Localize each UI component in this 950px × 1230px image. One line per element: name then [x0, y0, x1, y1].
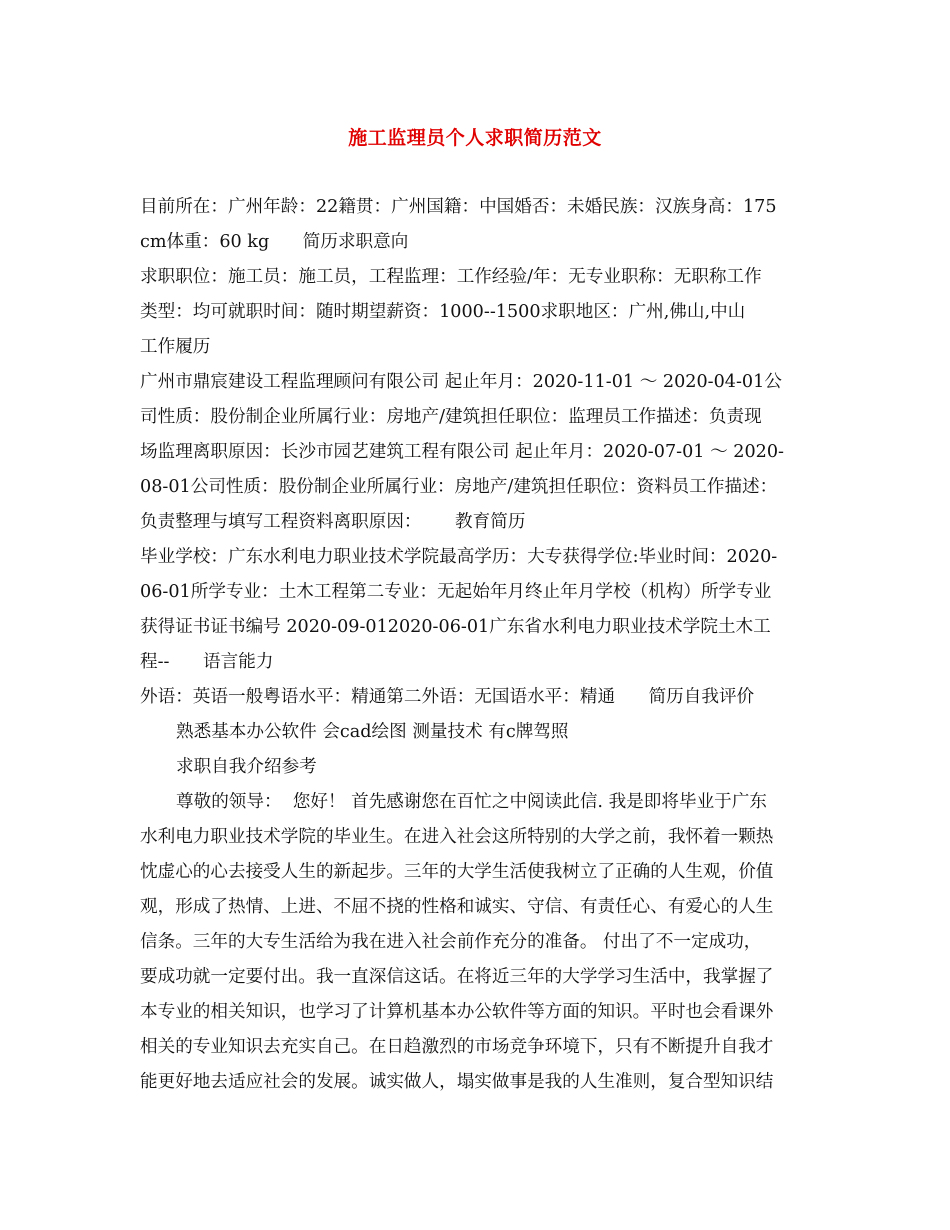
text-line-cover-letter: 要成功就一定要付出。我一直深信这话。在将近三年的大学学习生活中，我掌握了 [140, 967, 774, 987]
text-line-basic-info: 目前所在：广州年龄：22籍贯：广州国籍：中国婚否：未婚民族：汉族身高：175 [140, 197, 777, 217]
text-line-education: 获得证书证书编号 2020-09-012020-06-01广东省水利电力职业技术学院土木工 [140, 617, 771, 637]
text-line-basic-info-cont: cm体重：60 kg 简历求职意向 [140, 232, 409, 252]
text-line-cover-letter: 能更好地去适应社会的发展。诚实做人，塌实做事是我的人生准则，复合型知识结 [140, 1072, 774, 1092]
document-body [140, 190, 820, 1100]
text-line-cover-letter: 观，形成了热情、上进、不屈不挠的性格和诚实、守信、有责任心、有爱心的人生 [140, 897, 774, 917]
text-line-work-history: 负责整理与填写工程资料离职原因： 教育简历 [140, 512, 526, 532]
text-line-work-history: 场监理离职原因：长沙市园艺建筑工程有限公司 起止年月：2020-07-01 ～ 2020- [140, 442, 784, 462]
text-line-cover-letter: 相关的专业知识去充实自己。在日趋激烈的市场竞争环境下，只有不断提升自我才 [140, 1037, 774, 1057]
text-line-job-intent: 求职职位：施工员：施工员，工程监理：工作经验/年：无专业职称：无职称工作 [140, 267, 762, 287]
text-line-work-history: 广州市鼎宸建设工程监理顾问有限公司 起止年月：2020-11-01 ～ 2020-04-01公 [140, 372, 782, 392]
text-line-cover-letter: 本专业的相关知识，也学习了计算机基本办公软件等方面的知识。平时也会看课外 [140, 1002, 774, 1022]
page-title: 施工监理员个人求职简历范文 [348, 127, 602, 149]
section-heading-self-intro: 求职自我介绍参考 [176, 757, 317, 777]
text-line-education: 程-- 语言能力 [140, 652, 274, 672]
text-line-education: 06-01所学专业：土木工程第二专业：无起始年月终止年月学校（机构）所学专业 [140, 582, 772, 602]
text-line-cover-letter: 忱虚心的心去接受人生的新起步。三年的大学生活使我树立了正确的人生观，价值 [140, 862, 774, 882]
text-line-self-evaluation: 熟悉基本办公软件 会cad绘图 测量技术 有c牌驾照 [176, 722, 569, 742]
text-line-work-history: 08-01公司性质：股份制企业所属行业：房地产/建筑担任职位：资料员工作描述： [140, 477, 778, 497]
text-line-work-history: 司性质：股份制企业所属行业：房地产/建筑担任职位：监理员工作描述：负责现 [140, 407, 762, 427]
text-line-education: 毕业学校：广东水利电力职业技术学院最高学历：大专获得学位:毕业时间：2020- [140, 547, 778, 567]
text-line-cover-letter: 信条。三年的大专生活给为我在进入社会前作充分的准备。 付出了不一定成功， [140, 932, 762, 952]
text-line-cover-letter: 尊敬的领导： 您好！ 首先感谢您在百忙之中阅读此信. 我是即将毕业于广东 [176, 792, 767, 812]
text-line-job-intent-cont: 类型：均可就职时间：随时期望薪资：1000--1500求职地区：广州,佛山,中山 [140, 302, 746, 322]
text-line-cover-letter: 水利电力职业技术学院的毕业生。在进入社会这所特别的大学之前，我怀着一颗热 [140, 827, 774, 847]
section-heading-work-history: 工作履历 [140, 337, 211, 357]
text-line-languages: 外语：英语一般粤语水平：精通第二外语：无国语水平：精通 简历自我评价 [140, 687, 755, 707]
